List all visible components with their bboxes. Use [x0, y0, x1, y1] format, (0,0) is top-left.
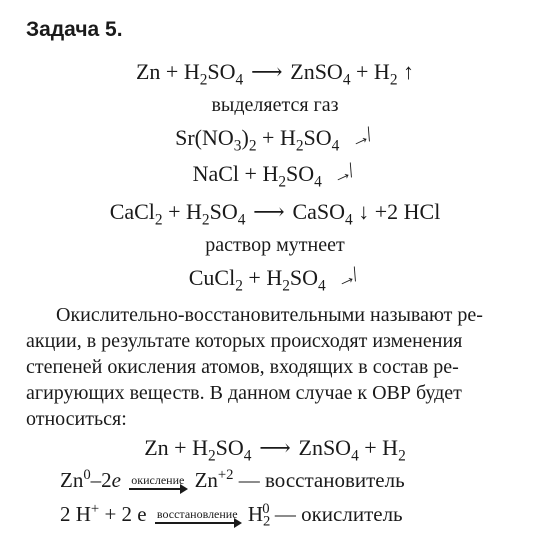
reaction-cucl2-h2so4: CuCl$_2$ + $H_2SO_4$ ↛ — [0, 264, 550, 293]
paragraph-line: агирующих веществ. В данном случае к ОВР будет — [26, 382, 462, 404]
arrow-icon — [129, 488, 186, 490]
no-reaction-arrow-icon: ↛ — [328, 160, 357, 190]
reaction-zn-h2so4: $Zn + H_2SO_4$ ⟶ ZnSO$_4$ + $H_2$ ↑ — [135, 59, 415, 89]
paragraph-line: относиться: — [26, 408, 127, 430]
task-title: Задача 5. — [26, 18, 123, 41]
paragraph-line: степеней окисления атомов, входящих в состав ре- — [26, 356, 459, 378]
oxidation-half-reaction: Zn$^0$–2e окисление $Zn^{+2}$ — восстановитель — [60, 466, 405, 492]
paragraph-line: акции, в результате которых происходят изменения — [26, 330, 463, 352]
arrow-icon — [155, 522, 240, 524]
reduction-arrow-label: восстановление — [156, 507, 238, 522]
reaction-cacl2-h2so4: CaCl$_2$ + $H_2SO_4$ ⟶ CaSO$_4$ ↓ +2 HCl — [109, 199, 441, 229]
reaction-srno3-h2so4: $Sr(NO_3)_2 + H_2SO_4$ ↛ — [0, 124, 550, 153]
oxidation-arrow — [129, 474, 186, 490]
reaction-note-turbid: раствор мутнеет — [205, 234, 345, 256]
paragraph-line: Окислительно-восстановительными называют ре- — [56, 304, 483, 326]
reducer-role: — восстановитель — [238, 468, 405, 492]
reduction-half-reaction: 2 H+ + 2 e восстановление $H_2^0$ — окислитель — [60, 500, 403, 530]
reaction-nacl-h2so4: NaCl + $H_2SO_4$ ↛ — [0, 160, 550, 189]
oxidizer-role: — окислитель — [274, 502, 403, 526]
oxidation-arrow-label: окисление — [131, 473, 185, 488]
explanation-paragraph — [26, 302, 526, 432]
reduction-arrow — [155, 508, 240, 524]
reaction-arrow-icon: ⟶ — [250, 59, 283, 84]
no-reaction-arrow-icon: ↛ — [332, 264, 360, 294]
reaction-arrow-icon: ⟶ — [253, 199, 285, 224]
reaction-arrow-icon: ⟶ — [259, 435, 291, 460]
no-reaction-arrow-icon: ↛ — [346, 124, 374, 154]
redox-reaction: $Zn + H_2SO_4$ ⟶ ZnSO$_4$ + $H_2$ — [144, 435, 406, 465]
reaction-note-gas: выделяется газ — [211, 94, 339, 116]
